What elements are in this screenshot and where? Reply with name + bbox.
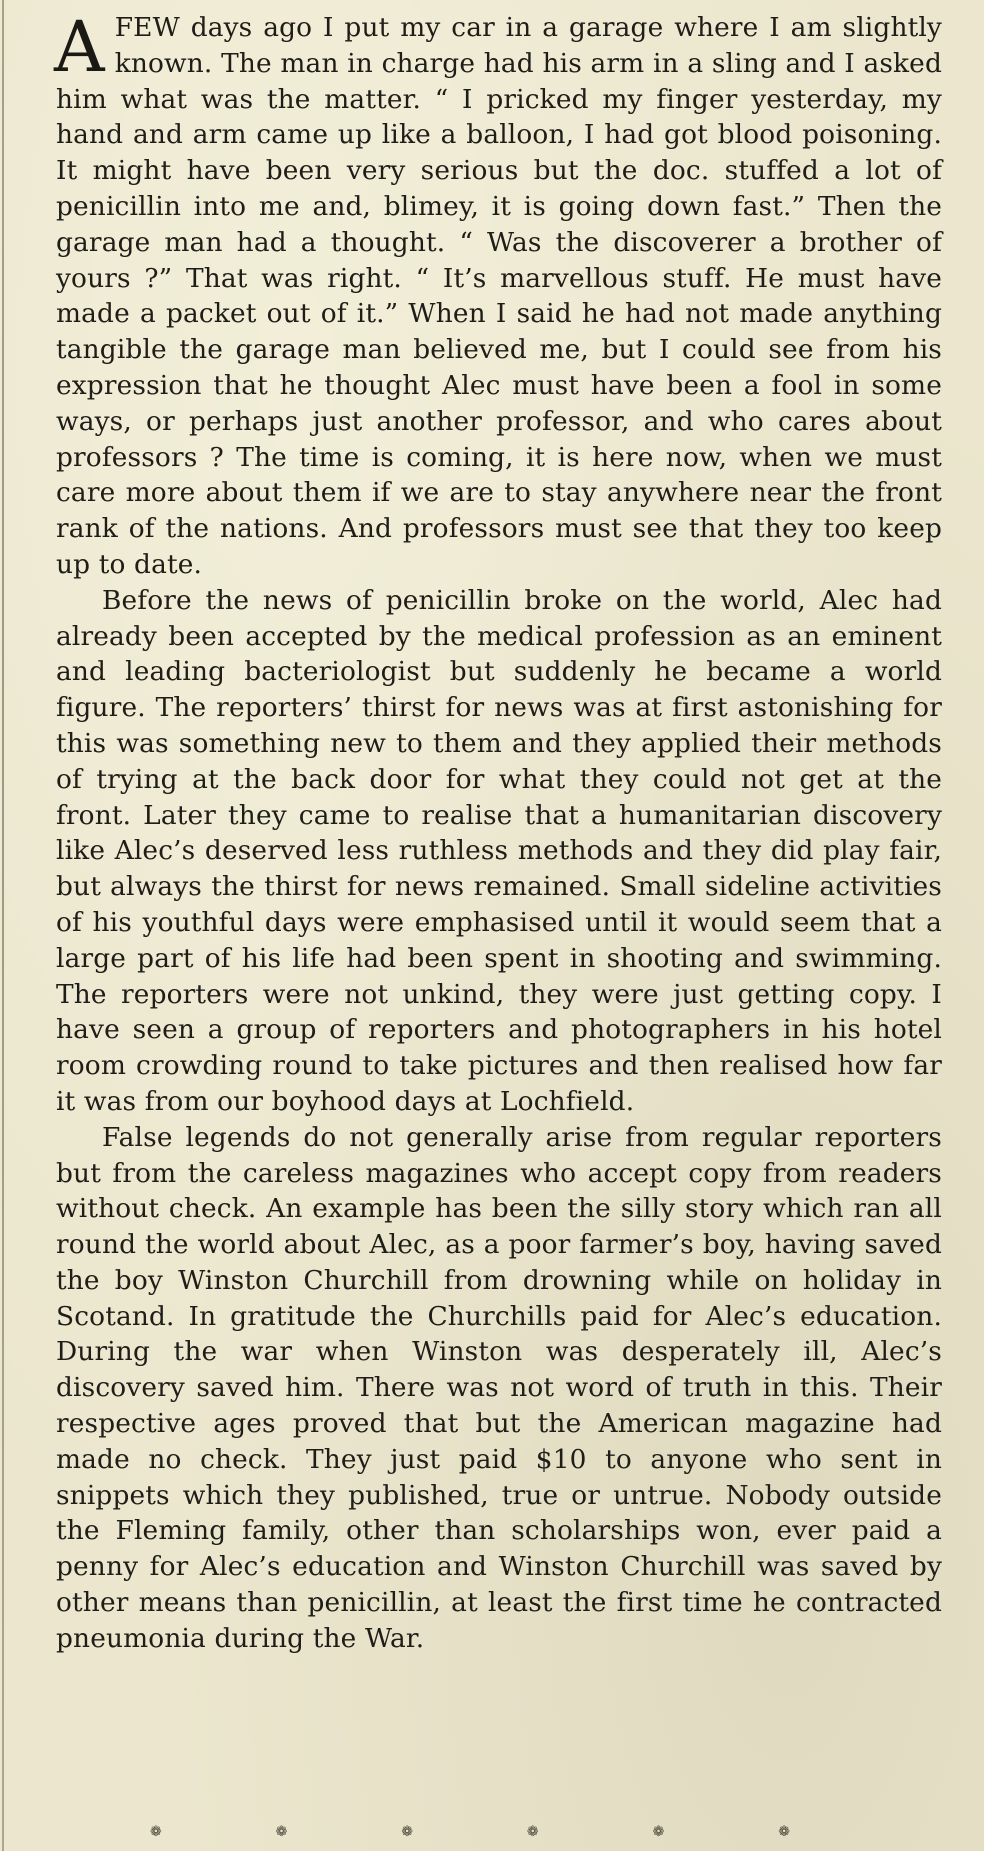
paragraph-1-text: FEW days ago I put my car in a garage where I am slightly known. The man in charge had his arm in a sling and I asked him what was the matter. “ I pricked my finger yesterday, my hand and arm came up like a balloon, I had got blood poisoning. It might have been very serious but the doc. stuffed a lot of penicillin into me and, blimey, it is going down fast.” Then the garage man had a thought. “ Was the discoverer a brother of yours ?” That was right. “ It’s marvellous stuff. He must have made a packet out of it.” When I said he had not made anything tangible the garage man believed me, but I could see from his expression that he thought Alec must have been a fool in some ways, or perhaps just another professor, and who cares about professors ? The time is coming, it is here now, when we must care more about them if we are to stay anywhere near the front rank of the nations. And professors must see that they too keep up to date. bbox=[56, 12, 942, 580]
article-body bbox=[54, 6, 942, 1657]
ornament-icon: ❁ bbox=[275, 1824, 288, 1840]
drop-cap: A bbox=[54, 6, 105, 88]
ornament-icon: ❁ bbox=[150, 1824, 162, 1840]
ornament-icon: ❁ bbox=[778, 1824, 790, 1840]
ornament-icon: ❁ bbox=[526, 1824, 539, 1840]
ornament-icon: ❁ bbox=[401, 1824, 414, 1840]
section-end-ornaments bbox=[150, 1824, 790, 1840]
paragraph-3: False legends do not generally arise from regular reporters but from the careless magazines who accept copy from readers without check. An example has been the silly story which ran all round the world about Alec, as a poor farmer’s boy, having saved the boy Winston Churchill from drowning while on holiday in Scotand. In gratitude the Churchills paid for Alec’s education. During the war when Winston was desperately ill, Alec’s discovery saved him. There was not word of truth in this. Their respective ages proved that but the American magazine had made no check. They just paid $10 to anyone who sent in snippets which they published, true or untrue. Nobody outside the Fleming family, other than scholarships won, ever paid a penny for Alec’s education and Winston Churchill was saved by other means than penicillin, at least the first time he contracted pneumonia during the War. bbox=[56, 1121, 942, 1654]
column-rule bbox=[2, 0, 4, 1851]
paragraph-1 bbox=[54, 6, 942, 583]
paragraph-2: Before the news of penicillin broke on the world, Alec had already been accepted by the medical profession as an eminent and leading bacteriologist but suddenly he became a world figure. The reporters’ thirst for news was at first astonishing for this was something new to them and they applied their methods of trying at the back door for what they could not get at the front. Later they came to realise that a humanitarian discovery like Alec’s deserved less ruthless methods and they did play fair, but always the thirst for news remained. Small sideline activities of his youthful days were emphasised until it would seem that a large part of his life had been spent in shooting and swimming. The reporters were not unkind, they were just getting copy. I have seen a group of reporters and photographers in his hotel room crowding round to take pictures and then realised how far it was from our boyhood days at Lochfield. bbox=[56, 584, 942, 1117]
ornament-icon: ❁ bbox=[652, 1824, 665, 1840]
